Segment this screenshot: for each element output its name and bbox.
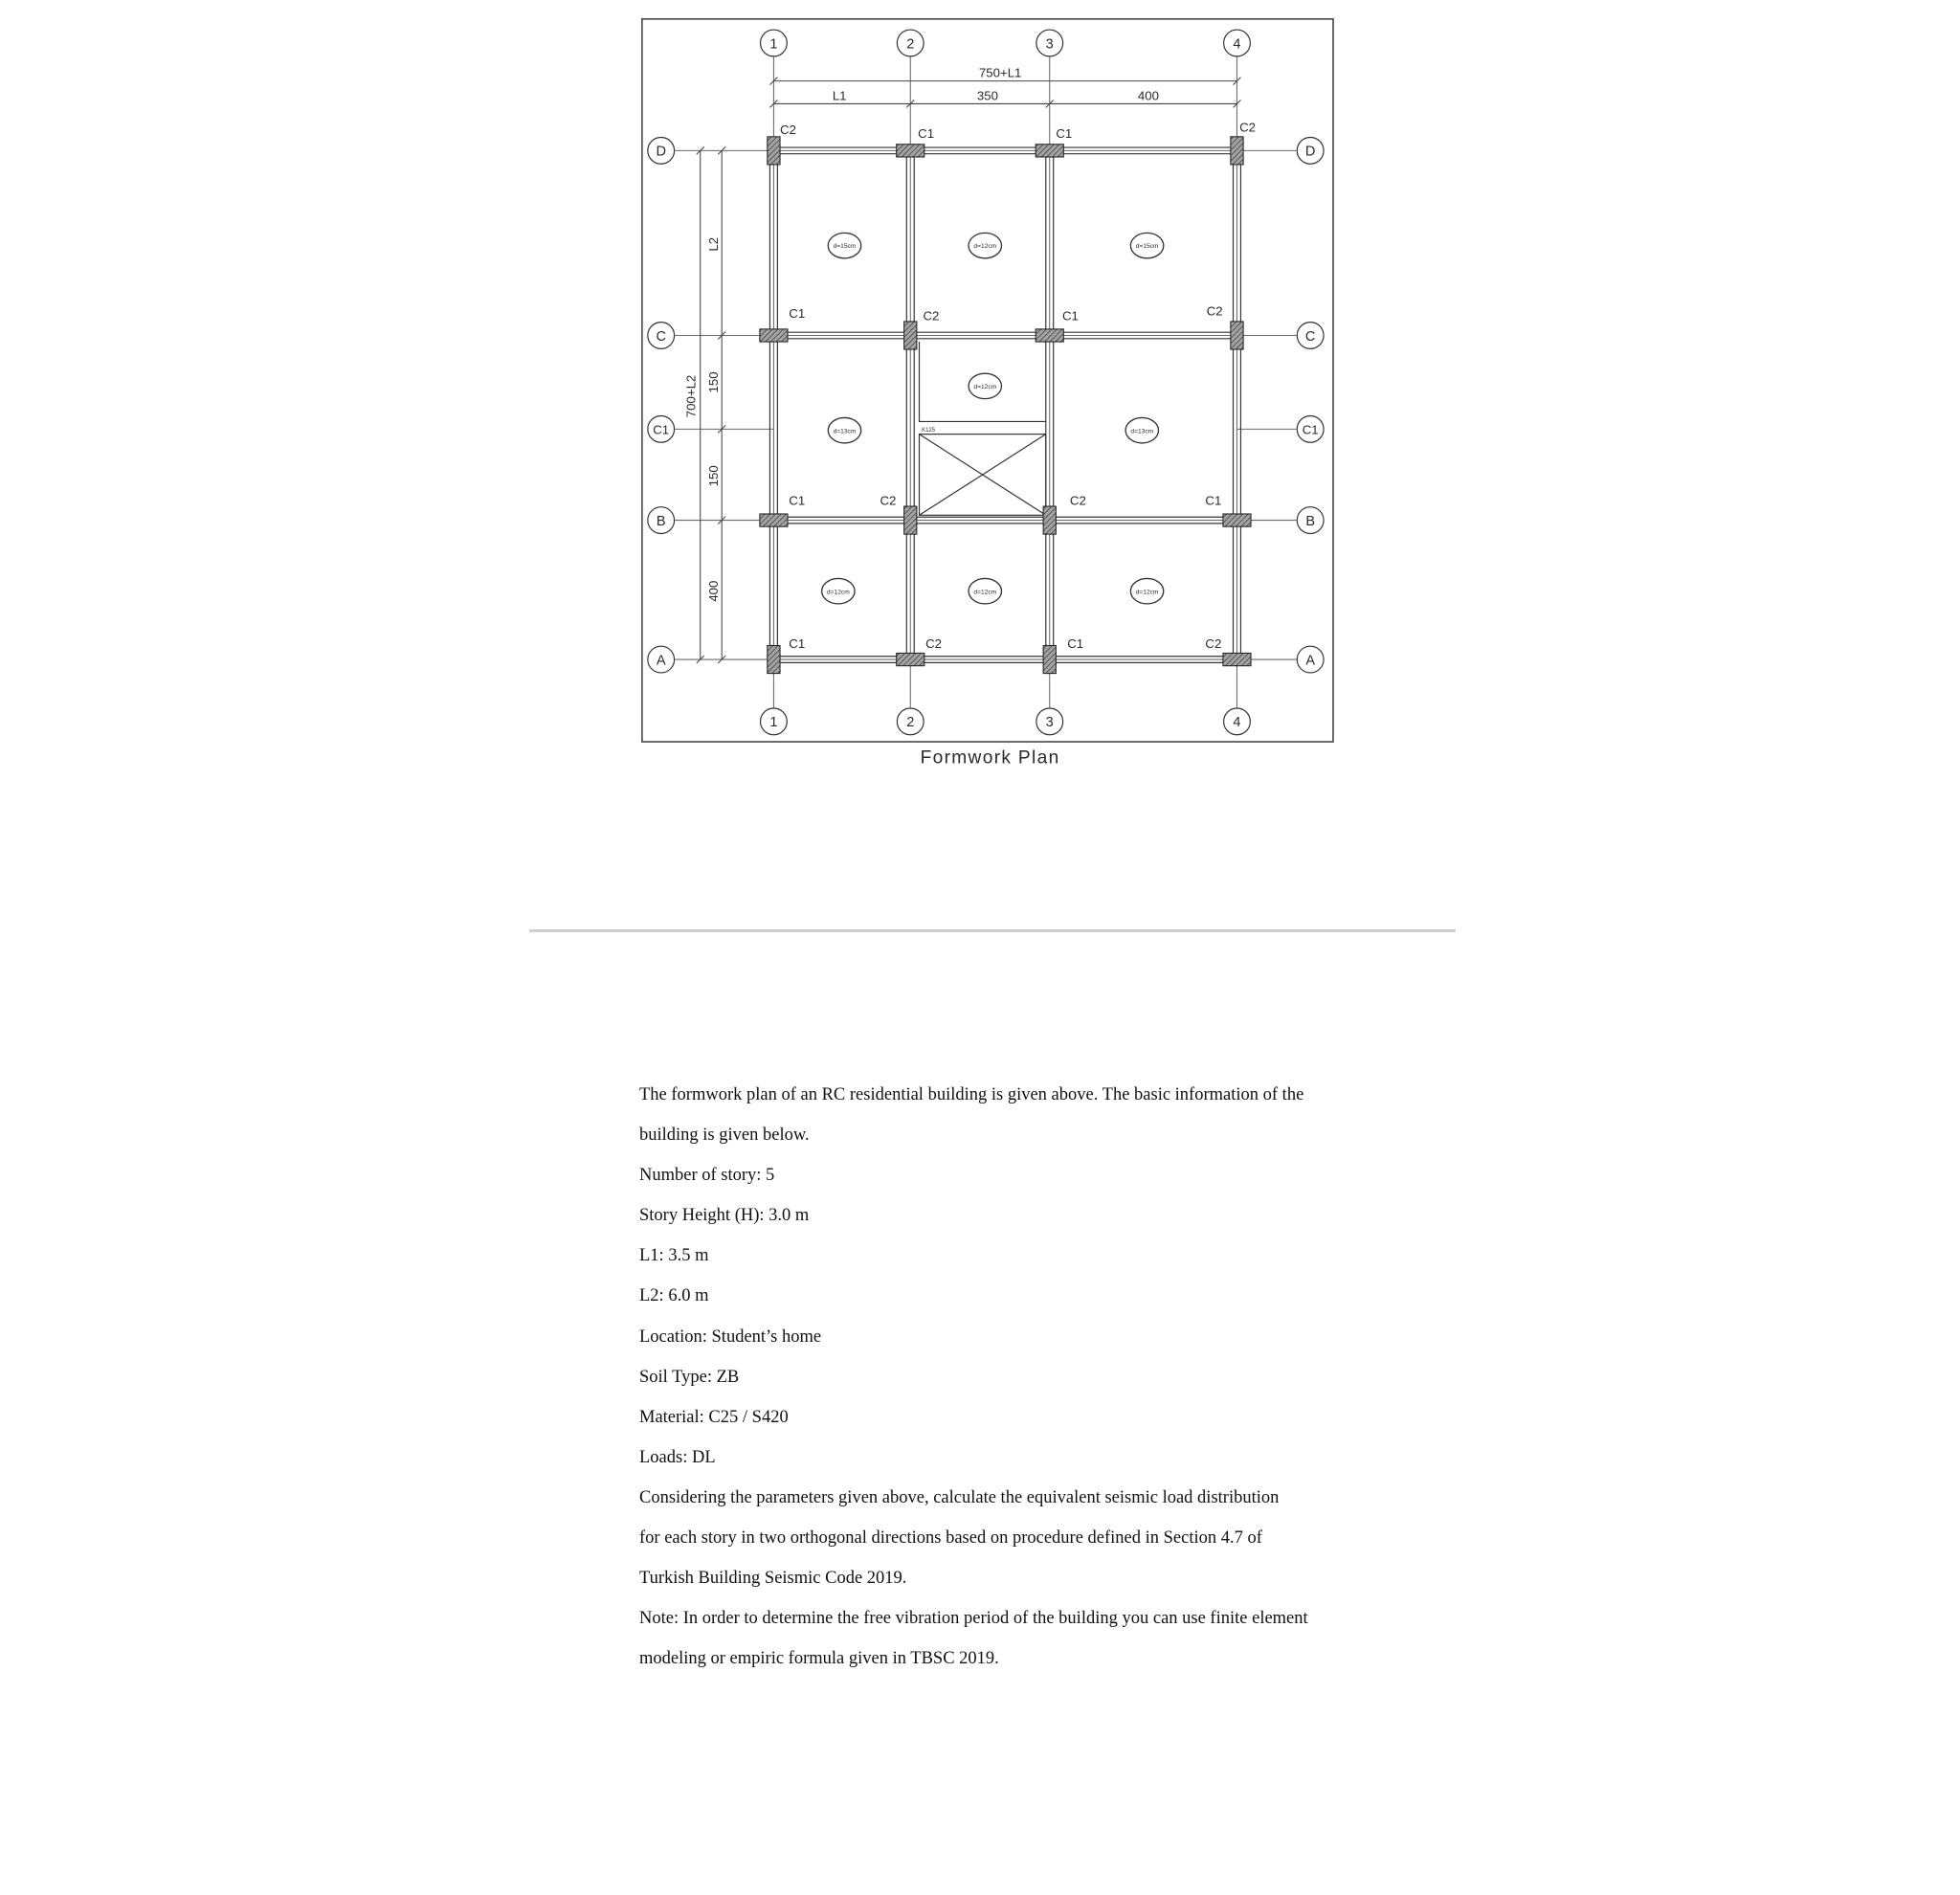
column-label-b3: C2 (1069, 493, 1086, 508)
task-line: Considering the parameters given above, calculate the equivalent seismic load distribution (639, 1487, 1280, 1507)
column-label-b2: C2 (880, 493, 897, 508)
column-label-c3: C1 (1061, 308, 1079, 323)
dim-span-3-4: 400 (1137, 88, 1159, 103)
grid-label-3-bottom: 3 (1045, 715, 1054, 731)
dim-total-y: 700+L2 (683, 374, 699, 418)
column-label-d2: C1 (918, 126, 935, 142)
dim-span-2-3: 350 (976, 88, 998, 103)
top-dimensions (769, 66, 1240, 108)
column-c3 (1036, 329, 1063, 342)
grid-label-d-right: D (1304, 144, 1316, 160)
column-d1 (768, 137, 780, 165)
drawing-caption: Formwork Plan (920, 747, 1060, 769)
grid-label-4-top: 4 (1233, 36, 1241, 53)
grid-label-c-left: C (656, 328, 666, 345)
slab-label: d=12cm (973, 589, 997, 596)
grid-label-3-top: 3 (1045, 36, 1054, 53)
info-l2: L2: 6.0 m (639, 1286, 709, 1306)
info-soil-type: Soil Type: ZB (639, 1367, 740, 1387)
dim-span-c-c1: 150 (706, 371, 722, 393)
info-number-of-story: Number of story: 5 (639, 1166, 775, 1186)
slab-tags (822, 233, 1164, 604)
grid-label-b-left: B (656, 513, 666, 529)
intro-line: building is given below. (639, 1126, 810, 1146)
note-line: Note: In order to determine the free vibration period of the building you can use finite element (639, 1609, 1308, 1629)
grid-label-c1-left: C1 (653, 422, 670, 437)
column-d3 (1036, 145, 1063, 157)
column-label-a4: C2 (1205, 636, 1222, 652)
dim-span-d-c: L2 (706, 236, 722, 252)
grid-label-a-left: A (656, 653, 666, 669)
column-label-b4: C1 (1205, 493, 1222, 508)
problem-statement (639, 1075, 1308, 1679)
stair-opening (920, 342, 1046, 515)
grid-label-1-bottom: 1 (769, 715, 778, 731)
intro-line: The formwork plan of an RC residential building is given above. The basic information of the (639, 1085, 1304, 1104)
column-b4 (1223, 514, 1251, 526)
grid-label-2-top: 2 (906, 36, 915, 53)
column-d2 (897, 145, 924, 157)
dim-span-1-2: L1 (832, 88, 847, 103)
dim-span-b-a: 400 (706, 580, 722, 602)
grid-label-a-right: A (1305, 653, 1316, 669)
column-label-c2: C2 (923, 308, 940, 323)
slab-label: d=12cm (1135, 589, 1159, 596)
slab-label: d=13cm (833, 428, 857, 435)
column-b1 (760, 514, 788, 526)
formwork-plan-drawing (0, 0, 1960, 785)
column-label-c1: C1 (789, 305, 806, 321)
column-b3 (1043, 506, 1056, 534)
grid-label-2-bottom: 2 (906, 715, 915, 731)
dim-span-c1-b: 150 (706, 465, 722, 487)
column-label-c4: C2 (1206, 303, 1223, 319)
section-divider (529, 929, 1456, 932)
grid-label-4-bottom: 4 (1233, 715, 1241, 731)
column-label-b1: C1 (789, 493, 806, 508)
info-loads: Loads: DL (639, 1447, 716, 1467)
dim-total-x: 750+L1 (978, 65, 1022, 80)
column-a3 (1043, 646, 1056, 674)
stair-beam-label: K125 (922, 428, 936, 435)
grid-label-b-right: B (1305, 513, 1316, 529)
slab-label: d=15cm (1135, 243, 1159, 251)
column-label-a2: C2 (925, 636, 943, 652)
slab-label: d=12cm (973, 384, 997, 391)
task-line: for each story in two orthogonal directions based on procedure defined in Section 4.7 of (639, 1528, 1262, 1549)
slab-label: d=13cm (1130, 428, 1154, 435)
info-material: Material: C25 / S420 (639, 1407, 789, 1427)
note-line: modeling or empiric formula given in TBSC 2019. (639, 1649, 999, 1669)
column-label-d4: C2 (1239, 120, 1257, 135)
info-l1: L1: 3.5 m (639, 1246, 709, 1266)
grid-label-d-left: D (656, 144, 666, 160)
grid-label-1-top: 1 (769, 36, 778, 53)
grid-label-c-right: C (1304, 328, 1316, 345)
column-label-d3: C1 (1056, 126, 1073, 142)
slab-label: d=15cm (833, 243, 857, 251)
column-b2 (904, 506, 917, 534)
column-c2 (904, 322, 917, 349)
left-dimensions (683, 146, 725, 663)
info-location: Location: Student’s home (639, 1326, 822, 1347)
column-d4 (1231, 137, 1243, 165)
column-a2 (897, 653, 924, 665)
slab-label: d=12cm (973, 243, 997, 251)
column-label-d1: C2 (780, 123, 796, 138)
column-a1 (768, 646, 780, 674)
column-label-a1: C1 (789, 636, 806, 652)
slab-label: d=12cm (827, 589, 850, 596)
column-c4 (1231, 322, 1243, 349)
column-a4 (1223, 653, 1251, 665)
column-c1 (760, 329, 788, 342)
grid-label-c1-right: C1 (1302, 422, 1319, 437)
task-line: Turkish Building Seismic Code 2019. (639, 1569, 907, 1589)
info-story-height: Story Height (H): 3.0 m (639, 1206, 810, 1226)
column-label-a3: C1 (1067, 636, 1084, 652)
